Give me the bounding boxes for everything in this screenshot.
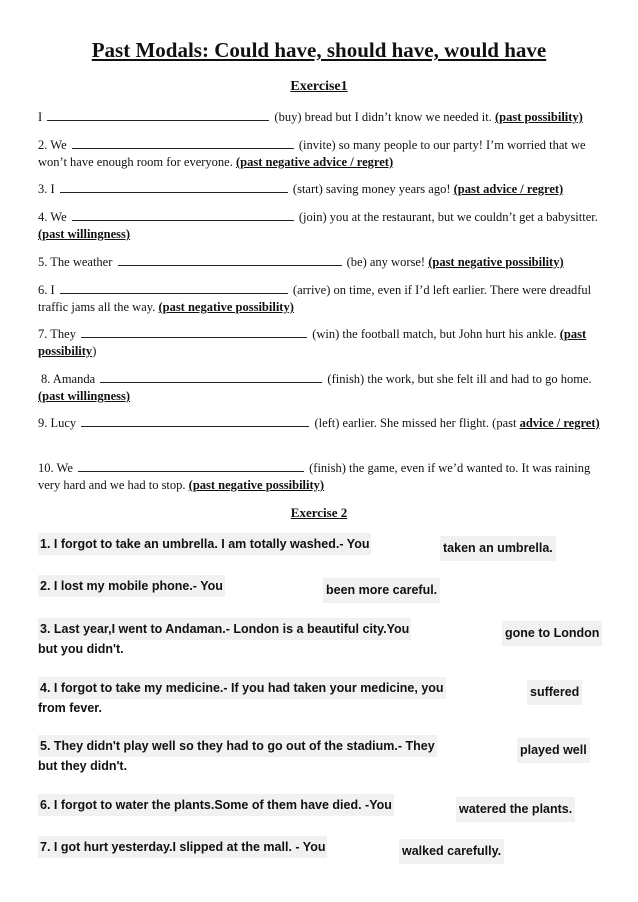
exercise1-heading: Exercise1 [290, 79, 348, 94]
answer-blank[interactable] [72, 136, 294, 149]
question-text: 6. I forgot to water the plants.Some of them have died. -You [38, 794, 394, 816]
item-text: (win) the football match, but John hurt his ankle. [312, 327, 557, 341]
item-prefix: 3. I [38, 182, 55, 196]
item-prefix: 8. Amanda [41, 372, 96, 386]
item-prefix: 10. We [38, 461, 73, 475]
item-hint: (past negative advice / regret) [235, 155, 394, 169]
item-text: (start) saving money years ago! [292, 182, 451, 196]
question-text: 7. I got hurt yesterday.I slipped at the mall. - You [38, 836, 327, 858]
item-text: (arrive) on time, even if I’d left earlier. There were dreadful traffic jams all the way. [38, 283, 592, 314]
question-text: 1. I forgot to take an umbrella. I am totally washed.- You [38, 533, 371, 555]
ex2-continuation-3: but you didn't. [38, 642, 124, 656]
ex1-item-9 [38, 414, 600, 432]
item-text: (invite) so many people to our party! I’m worried that we won’t have enough room for everyone. [38, 138, 586, 169]
ex2-answer-6: watered the plants. [456, 797, 575, 822]
ex1-item-10 [38, 459, 600, 494]
ex1-item-7 [38, 325, 600, 360]
answer-blank[interactable] [81, 325, 307, 338]
ex2-continuation-4: from fever. [38, 701, 102, 715]
ex1-item-1 [38, 108, 600, 126]
item-text: (finish) the work, but she felt ill and had to go home. [327, 372, 592, 386]
item-hint: (past possibility [38, 327, 587, 358]
ex2-answer-1: taken an umbrella. [440, 536, 556, 561]
ex1-item-6 [38, 281, 600, 316]
item-prefix: 2. We [38, 138, 67, 152]
answer-blank[interactable] [72, 208, 294, 221]
item-prefix: I [38, 110, 43, 124]
item-prefix: 5. The weather [38, 255, 113, 269]
ex2-item-4 [38, 680, 446, 697]
ex2-item-5 [38, 738, 437, 755]
ex2-answer-2: been more careful. [323, 578, 440, 603]
item-hint: (past willingness) [38, 227, 131, 241]
item-text: (buy) bread but I didn’t know we needed it. [274, 110, 492, 124]
item-hint: (past willingness) [38, 389, 131, 403]
item-hint: (past possibility) [494, 110, 583, 124]
exercise2-heading: Exercise 2 [290, 505, 348, 520]
answer-blank[interactable] [47, 108, 269, 121]
ex2-continuation-5: but they didn't. [38, 759, 128, 773]
ex1-item-5 [38, 253, 600, 271]
ex2-item-6 [38, 797, 394, 814]
item-text: (finish) the game, even if we’d wanted to. It was raining very hard and we had to stop. [38, 461, 591, 492]
question-text: 3. Last year,I went to Andaman.- London is a beautiful city.You [38, 618, 411, 640]
ex1-item-4 [38, 208, 600, 243]
question-text: 4. I forgot to take my medicine.- If you had taken your medicine, you [38, 677, 446, 699]
item-prefix: 4. We [38, 210, 67, 224]
ex2-answer-4: suffered [527, 680, 582, 705]
answer-blank[interactable] [118, 253, 342, 266]
item-text: (be) any worse! [346, 255, 426, 269]
ex2-item-7 [38, 839, 327, 856]
item-hint: (past negative possibility) [158, 300, 294, 314]
ex1-item-8 [38, 370, 600, 405]
answer-blank[interactable] [81, 414, 309, 427]
item-prefix: 7. They [38, 327, 76, 341]
ex2-answer-5: played well [517, 738, 590, 763]
ex2-item-1 [38, 536, 371, 553]
item-hint: (past negative possibility) [428, 255, 564, 269]
answer-blank[interactable] [100, 370, 322, 383]
answer-blank[interactable] [60, 281, 288, 294]
ex1-item-2 [38, 136, 600, 171]
item-hint-pre: (past [492, 416, 517, 430]
answer-blank[interactable] [78, 459, 304, 472]
answer-blank[interactable] [60, 180, 288, 193]
item-hint: advice / regret) [519, 416, 600, 430]
item-text: (left) earlier. She missed her flight. [314, 416, 490, 430]
ex2-item-3 [38, 621, 411, 638]
item-prefix: 9. Lucy [38, 416, 77, 430]
item-text: (join) you at the restaurant, but we couldn’t get a babysitter. [298, 210, 598, 224]
item-hint: (past negative possibility) [188, 478, 325, 492]
question-text: 5. They didn't play well so they had to go out of the stadium.- They [38, 735, 437, 757]
ex1-item-3 [38, 180, 600, 198]
page-title: Past Modals: Could have, should have, would have [91, 38, 547, 62]
ex2-item-2 [38, 578, 225, 595]
ex2-answer-7: walked carefully. [399, 839, 504, 864]
ex2-answer-3: gone to London [502, 621, 602, 646]
item-hint-tail: ) [92, 344, 97, 358]
question-text: 2. I lost my mobile phone.- You [38, 575, 225, 597]
item-prefix: 6. I [38, 283, 55, 297]
item-hint: (past advice / regret) [453, 182, 564, 196]
